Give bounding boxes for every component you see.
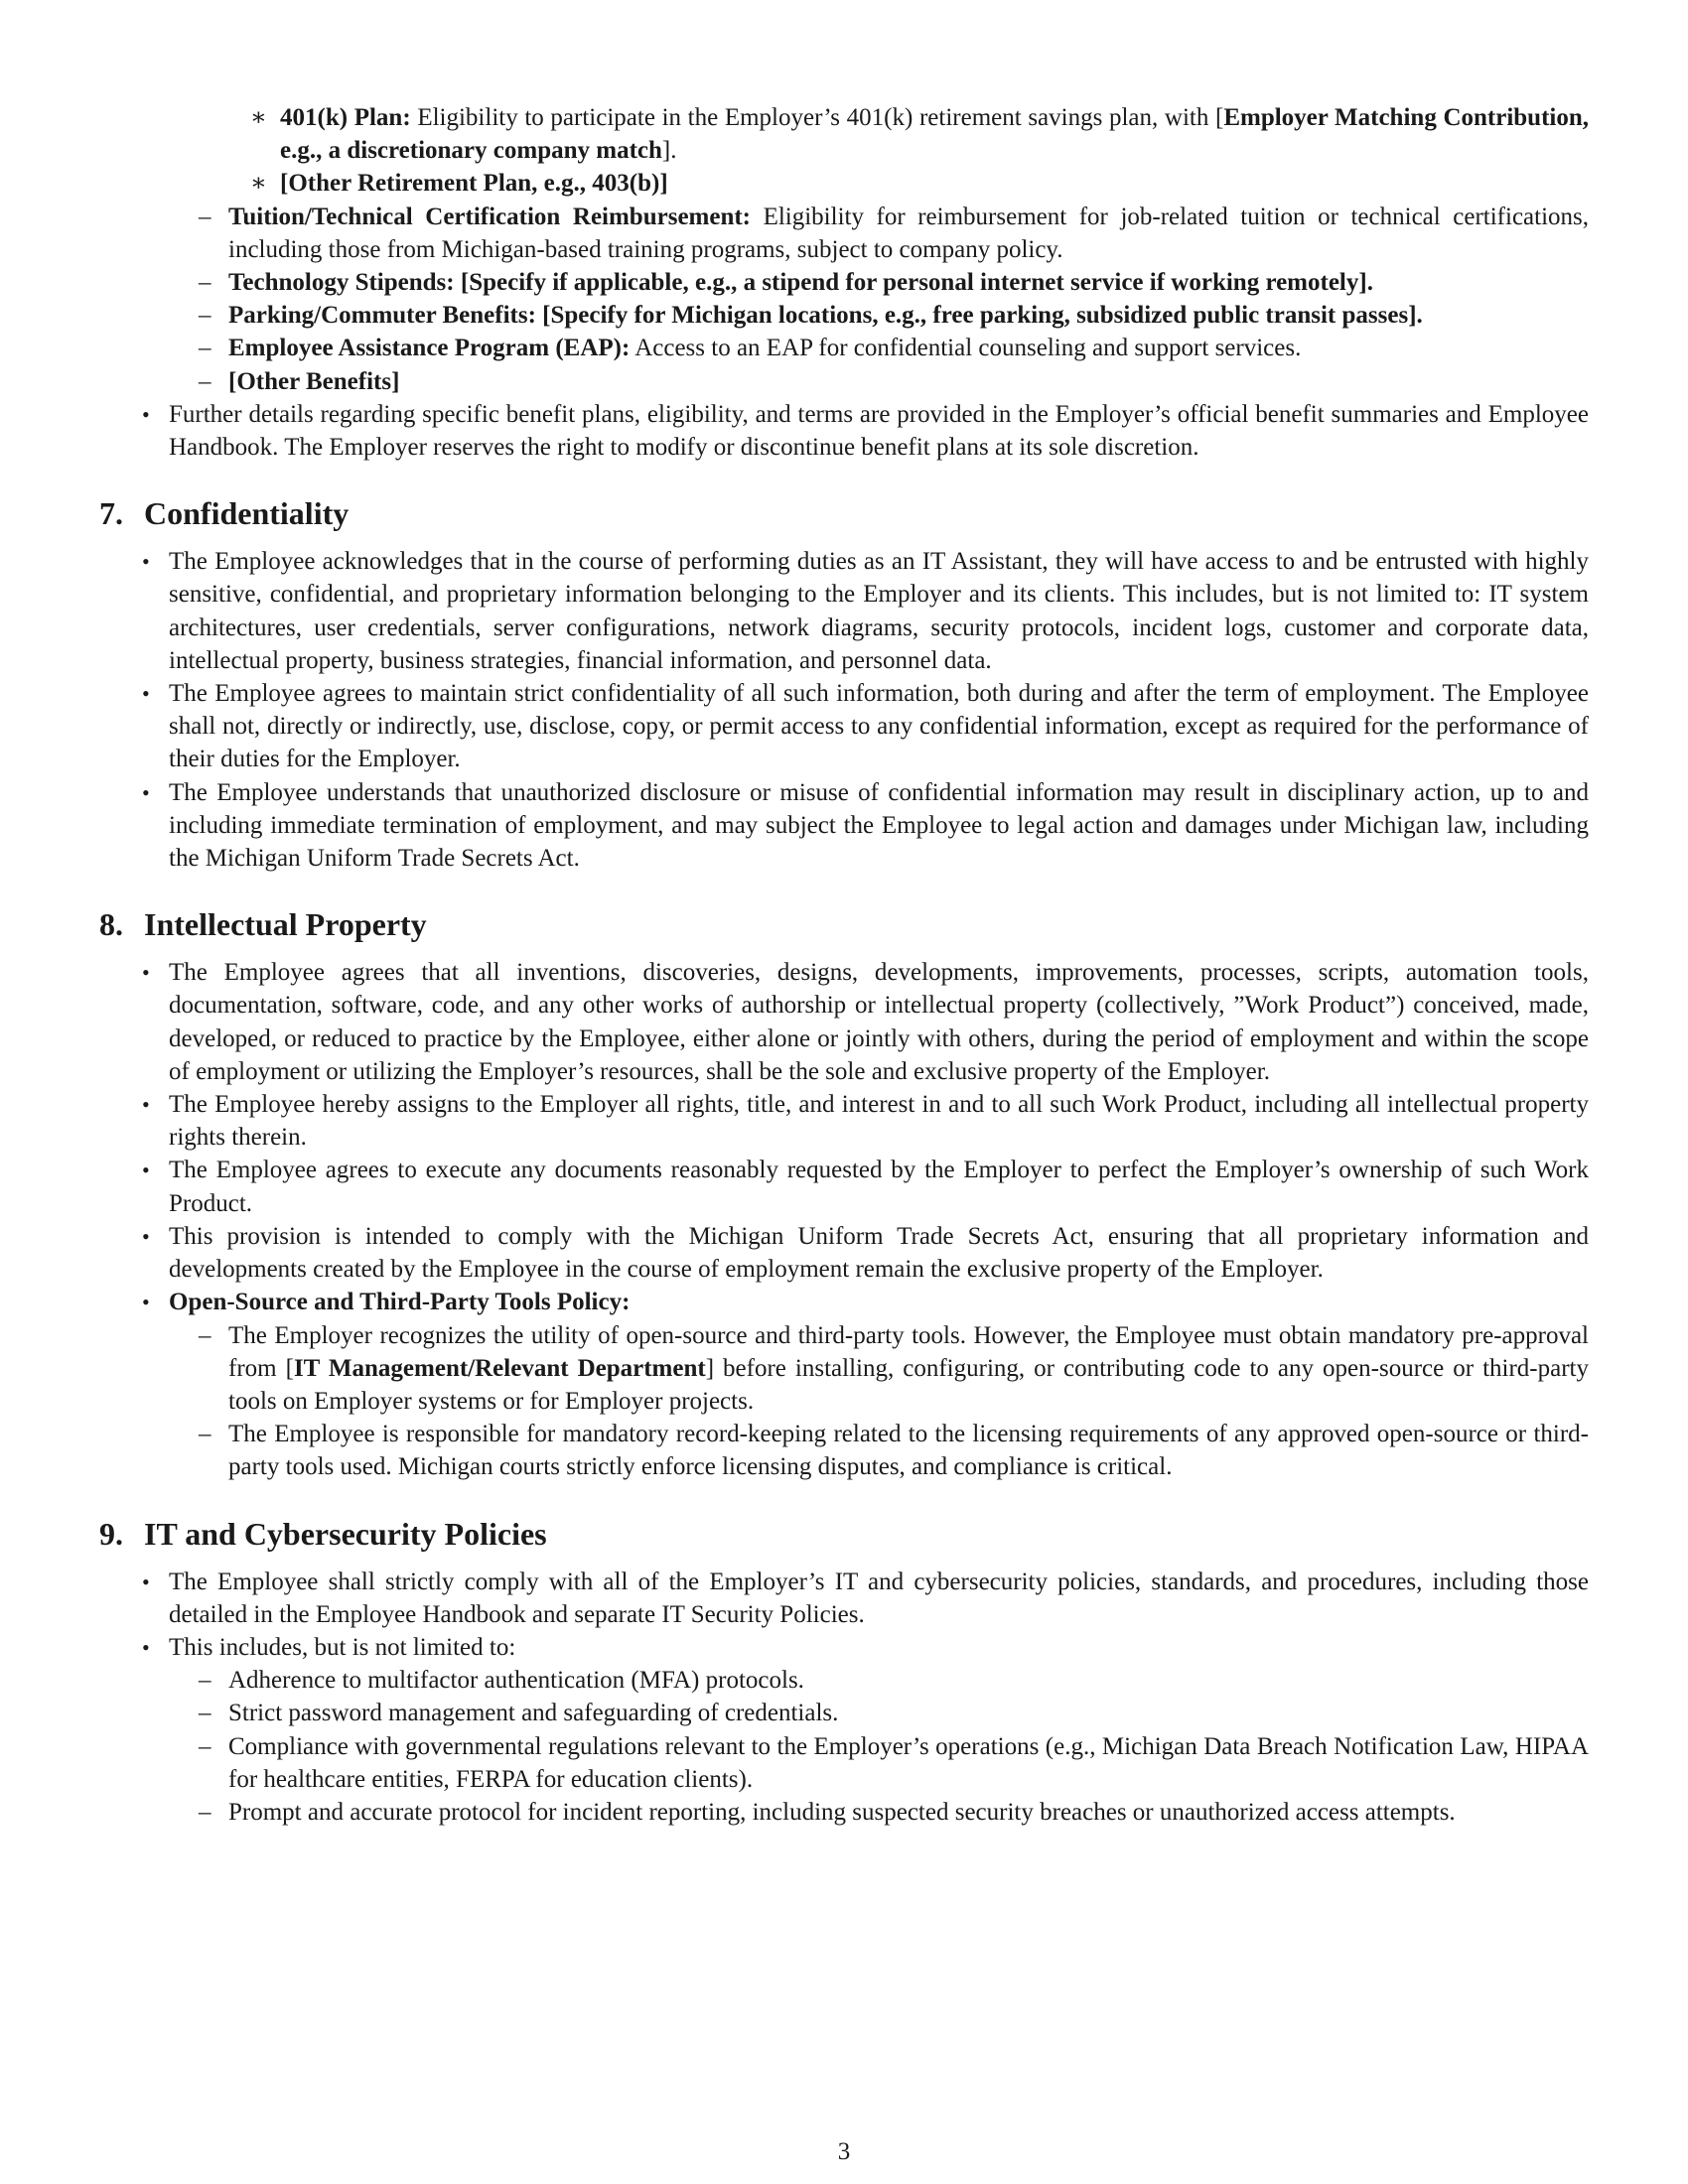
list-item: • The Employee agrees to execute any documents reasonably requested by the Employer to perfect the Employer’s ownership of such Work Product. xyxy=(99,1154,1589,1219)
section-heading-confidentiality: 7. Confidentiality xyxy=(99,495,350,532)
page-number: 3 xyxy=(837,2138,851,2165)
list-item-parking: – Parking/Commuter Benefits: [Specify for Michigan locations, e.g., free parking, subsidized public transit passes]. xyxy=(99,299,1589,332)
list-item: – Prompt and accurate protocol for incident reporting, including suspected security breaches or unauthorized access attempts. xyxy=(169,1796,1589,1829)
list-item-eap: – Employee Assistance Program (EAP): Access to an EAP for confidential counseling and support services. xyxy=(99,332,1589,364)
list-item: • This provision is intended to comply with the Michigan Uniform Trade Secrets Act, ensuring that all proprietary information and developments created by the Employee in the course of employment remain the exclusive property of the Employer. xyxy=(99,1220,1589,1286)
intellectual-property-list xyxy=(99,956,1589,1483)
list-item: • The Employee agrees that all inventions, discoveries, designs, developments, improvements, processes, scripts, automation tools, documentation, software, code, and any other works of authorship or intellectual property (collectively, ”Work Product”) conceived, made, developed, or reduced to practice by the Employee, either alone or jointly with others, during the period of employment and within the scope of employment or utilizing the Employer’s resources, shall be the sole and exclusive property of the Employer. xyxy=(99,956,1589,1088)
list-item: • The Employee shall strictly comply with all of the Employer’s IT and cybersecurity policies, standards, and procedures, including those detailed in the Employee Handbook and separate IT Security Policies. xyxy=(99,1566,1589,1631)
list-item-other-retirement: ∗ [Other Retirement Plan, e.g., 403(b)] xyxy=(99,167,1589,200)
list-item-further-details: • Further details regarding specific benefit plans, eligibility, and terms are provided in the Employer’s official benefit summaries and Employee Handbook. The Employer reserves the right to modify or discontinue benefit plans at its sole discretion. xyxy=(99,398,1589,464)
list-item: • The Employee agrees to maintain strict confidentiality of all such information, both during and after the term of employment. The Employee shall not, directly or indirectly, use, disclose, copy, or permit access to any confidential information, except as required for the performance of their duties for the Employer. xyxy=(99,677,1589,776)
section-heading-intellectual-property: 8. Intellectual Property xyxy=(99,906,427,943)
list-item-includes: • This includes, but is not limited to: – Adherence to multifactor authentication (MFA) protocols. – Strict password management and safeguarding of credentials. – Compliance with governmental regulations relevant to the Employer’s operations (e.g., Michigan Data Breach Notification Law, HIPAA for healthcare entities, FERPA for education clients). – Prompt and accurate protocol for incident reporting, including suspected security breaches or unauthorized access attempts. xyxy=(99,1631,1589,1829)
list-item: – Compliance with governmental regulations relevant to the Employer’s operations (e.g., Michigan Data Breach Notification Law, HIPAA for healthcare entities, FERPA for education clients). xyxy=(169,1730,1589,1796)
list-item: – The Employer recognizes the utility of open-source and third-party tools. However, the Employee must obtain mandatory pre-approval from [IT Management/Relevant Department] before installing, configuring, or contributing code to any open-source or third-party tools on Employer systems or for Employer projects. xyxy=(169,1319,1589,1419)
further-details-list xyxy=(99,398,1589,464)
list-item: – The Employee is responsible for mandatory record-keeping related to the licensing requirements of any approved open-source or third-party tools used. Michigan courts strictly enforce licensing disputes, and compliance is critical. xyxy=(169,1418,1589,1483)
list-item: – Strict password management and safeguarding of credentials. xyxy=(169,1697,1589,1729)
page-content xyxy=(99,101,1589,1829)
list-item-technology-stipends: – Technology Stipends: [Specify if applicable, e.g., a stipend for personal internet service if working remotely]. xyxy=(99,266,1589,299)
list-item-tuition: – Tuition/Technical Certification Reimbursement: Eligibility for reimbursement for job-related tuition or technical certifications, including those from Michigan-based training programs, subject to company policy. xyxy=(99,201,1589,266)
list-item: • The Employee acknowledges that in the course of performing duties as an IT Assistant, they will have access to and be entrusted with highly sensitive, confidential, and proprietary information belonging to the Employer and its clients. This includes, but is not limited to: IT system architectures, user credentials, server configurations, network diagrams, security protocols, incident logs, customer and corporate data, intellectual property, business strategies, financial information, and personnel data. xyxy=(99,545,1589,677)
list-item-other-benefits: – [Other Benefits] xyxy=(99,365,1589,398)
list-item: – Adherence to multifactor authentication (MFA) protocols. xyxy=(169,1664,1589,1697)
open-source-policy-list xyxy=(169,1319,1589,1484)
includes-list xyxy=(169,1664,1589,1829)
list-item: • The Employee hereby assigns to the Employer all rights, title, and interest in and to all such Work Product, including all intellectual property rights therein. xyxy=(99,1088,1589,1154)
benefits-list xyxy=(99,201,1589,398)
section-heading-it-cybersecurity: 9. IT and Cybersecurity Policies xyxy=(99,1515,547,1552)
list-item-open-source-policy: • Open-Source and Third-Party Tools Policy: – The Employer recognizes the utility of open-source and third-party tools. However, the Employee must obtain mandatory pre-approval from [IT Management/Relevant Department] before installing, configuring, or contributing code to any open-source or third-party tools on Employer systems or for Employer projects. – The Employee is responsible for mandatory record-keeping related to the licensing requirements of any approved open-source or third-party tools used. Michigan courts strictly enforce licensing disputes, and compliance is critical. xyxy=(99,1286,1589,1483)
retirement-plan-list xyxy=(99,101,1589,201)
list-item: • The Employee understands that unauthorized disclosure or misuse of confidential information may result in disciplinary action, up to and including immediate termination of employment, and may subject the Employee to legal action and damages under Michigan law, including the Michigan Uniform Trade Secrets Act. xyxy=(99,776,1589,876)
list-item-401k: ∗ 401(k) Plan: Eligibility to participate in the Employer’s 401(k) retirement savings plan, with [Employer Matching Contribution, e.g., a discretionary company match]. xyxy=(99,101,1589,167)
confidentiality-list xyxy=(99,545,1589,875)
it-cybersecurity-list xyxy=(99,1566,1589,1830)
